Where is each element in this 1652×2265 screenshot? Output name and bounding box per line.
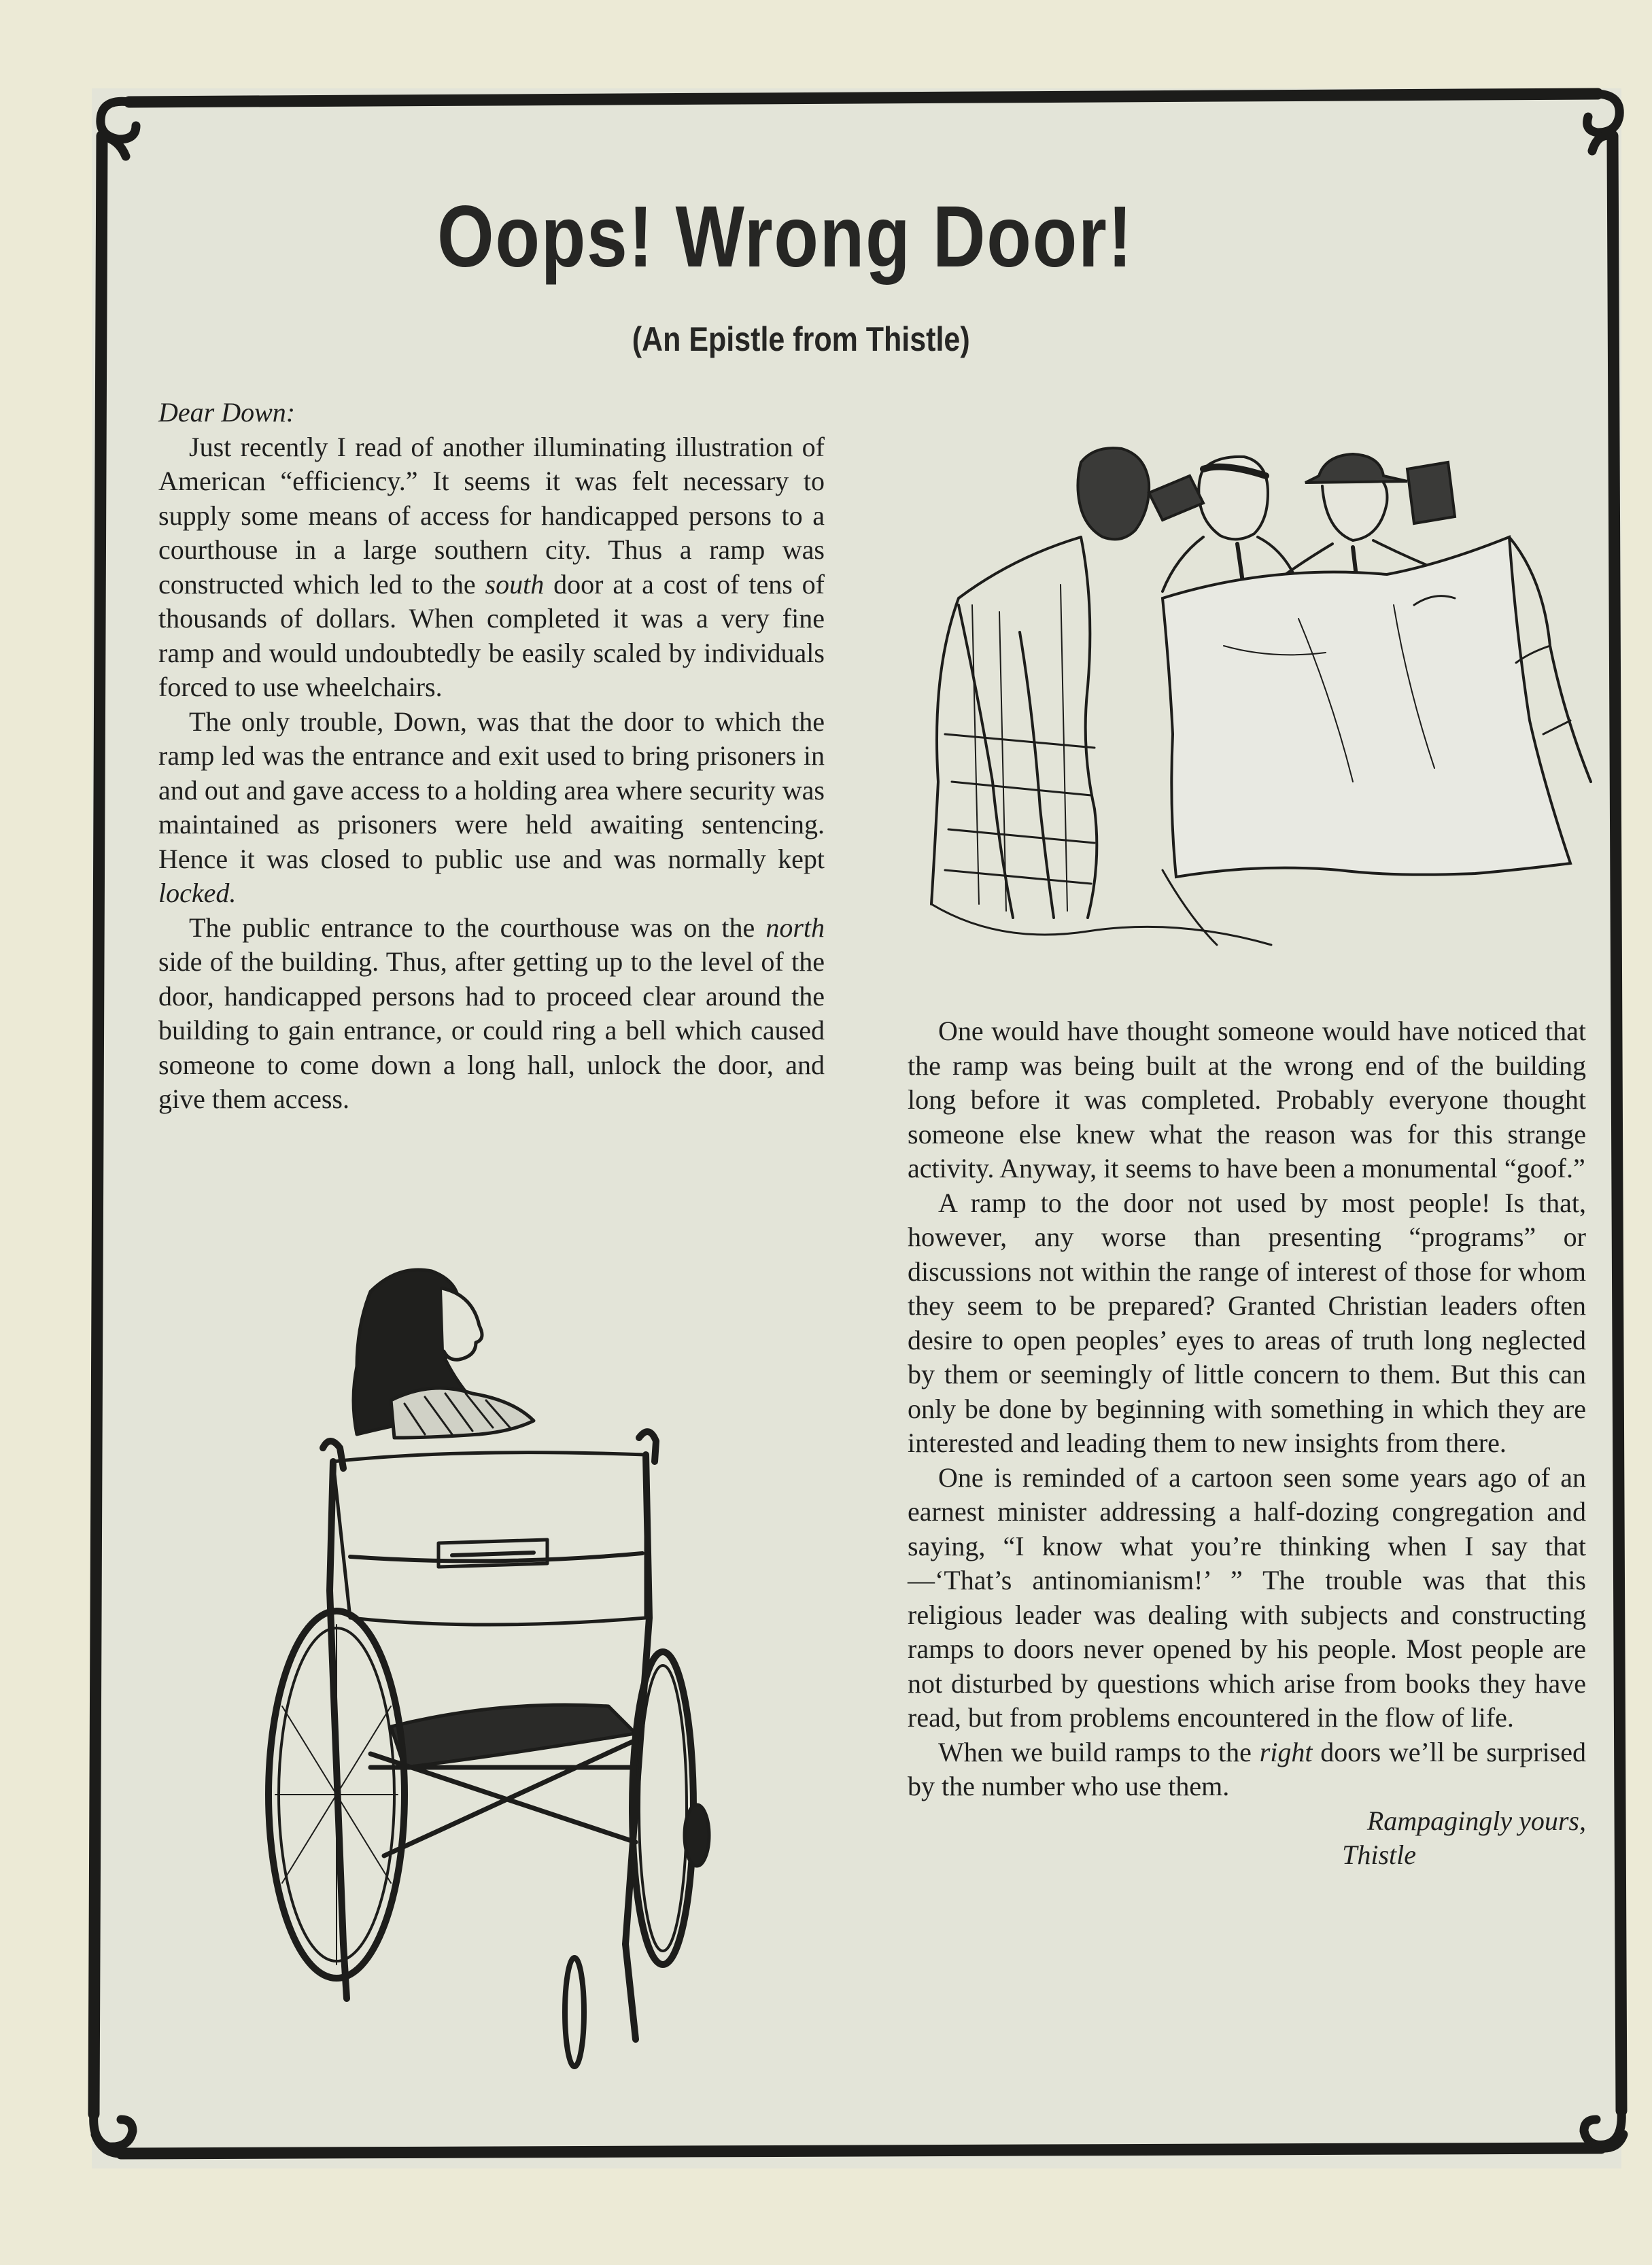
text-run: A ramp to the door not used by most people! Is that, however, any worse than presenting “programs” or discussions not within the range of interest of those for whom they seem to be prepared? Granted Christian leaders often desire to open peoples’ eyes to areas of truth long neglected by them or seemingly of little concern to them. But this can only be done by beginning with something in which they are interested and leading them to new insights from there. <box>908 1187 1586 1458</box>
text-run: The public entrance to the courthouse was on the <box>189 912 766 943</box>
salutation: Dear Down: <box>158 397 296 428</box>
girl-face <box>442 1288 482 1360</box>
front-caster-wheel <box>685 1805 709 1866</box>
left-paragraph-1 <box>158 430 825 705</box>
article-title: Oops! Wrong Door! <box>437 188 1133 286</box>
text-run: south <box>485 568 545 600</box>
right-man-hat <box>1305 454 1407 483</box>
text-run: Just recently I read of another illuminating illustration of American “efficiency.” It seems it was felt necessary to supply some means of access for handicapped persons to a courthouse in a large southern city. Thus a ramp was constructed which led to the <box>158 431 825 600</box>
left-paragraphs <box>158 430 825 1117</box>
text-run: One is reminded of a cartoon seen some years ago of an earnest minister addressing a half-dozing congregation and saying, “I know what you’re thinking when I say that—‘That’s antinomianism!’ ” The trouble was that this religious leader was dealing with subjects and constructing ramps to doors never opened by his people. Most people are not disturbed by questions which arise from books they have read, but from problems encountered in the flow of life. <box>908 1462 1586 1733</box>
signoff <box>908 1804 1586 1873</box>
right-paragraph-1 <box>908 1014 1586 1186</box>
corner-ornament-top-right <box>1587 94 1620 133</box>
right-man-head <box>1322 483 1387 540</box>
closing-line: Rampagingly yours, <box>1366 1805 1586 1836</box>
men-reading-map-illustration <box>918 428 1598 972</box>
right-paragraphs <box>908 1014 1586 1804</box>
left-paragraph-3 <box>158 911 825 1117</box>
girl-in-wheelchair-illustration <box>255 1264 731 2080</box>
article-subtitle: (An Epistle from Thistle) <box>632 320 970 358</box>
signature: Thistle <box>1342 1839 1416 1870</box>
right-wheel <box>632 1652 693 1965</box>
right-paragraph-3 <box>908 1461 1586 1735</box>
left-man-body <box>931 537 1097 918</box>
text-run: door at a cost of tens of thousands of dollars. When completed it was a very fine ramp and would undoubtedly be easily scaled by individuals forced to use wheelchairs. <box>158 568 825 702</box>
left-column <box>158 396 825 1117</box>
right-paragraph-4 <box>908 1735 1586 1804</box>
map <box>1163 537 1570 877</box>
wheelchair-back <box>333 1453 646 1625</box>
text-run: doors we’ll be surprised by the number who use them. <box>908 1736 1587 1801</box>
text-run: right <box>1259 1736 1313 1767</box>
text-run: north <box>765 912 825 943</box>
text-run: When we build ramps to the <box>938 1736 1260 1767</box>
right-column <box>908 1014 1586 1873</box>
left-man-head <box>1078 448 1149 539</box>
text-run: locked. <box>158 878 237 908</box>
middle-man-camera <box>1149 476 1203 520</box>
girl-shawl <box>391 1388 534 1438</box>
right-paragraph-2 <box>908 1186 1586 1461</box>
text-run: side of the building. Thus, after getting up to the level of the door, handicapped persons had to proceed clear around the building to gain entrance, or could ring a bell which caused someone to come down a long hall, unlock the door, and give them access. <box>158 946 825 1114</box>
text-run: The only trouble, Down, was that the door to which the ramp led was the entrance and exit used to bring prisoners in and out and gave access to a holding area where security was maintained as prisoners were held awaiting sentencing. Hence it was closed to public use and was normally kept <box>158 706 825 874</box>
text-run: One would have thought someone would have noticed that the ramp was being built at the wrong end of the building long before it was completed. Probably everyone thought someone else knew what the reason was for this strange activity. Anyway, it seems to have been a monumental “goof.” <box>908 1016 1586 1183</box>
left-paragraph-2 <box>158 705 825 911</box>
